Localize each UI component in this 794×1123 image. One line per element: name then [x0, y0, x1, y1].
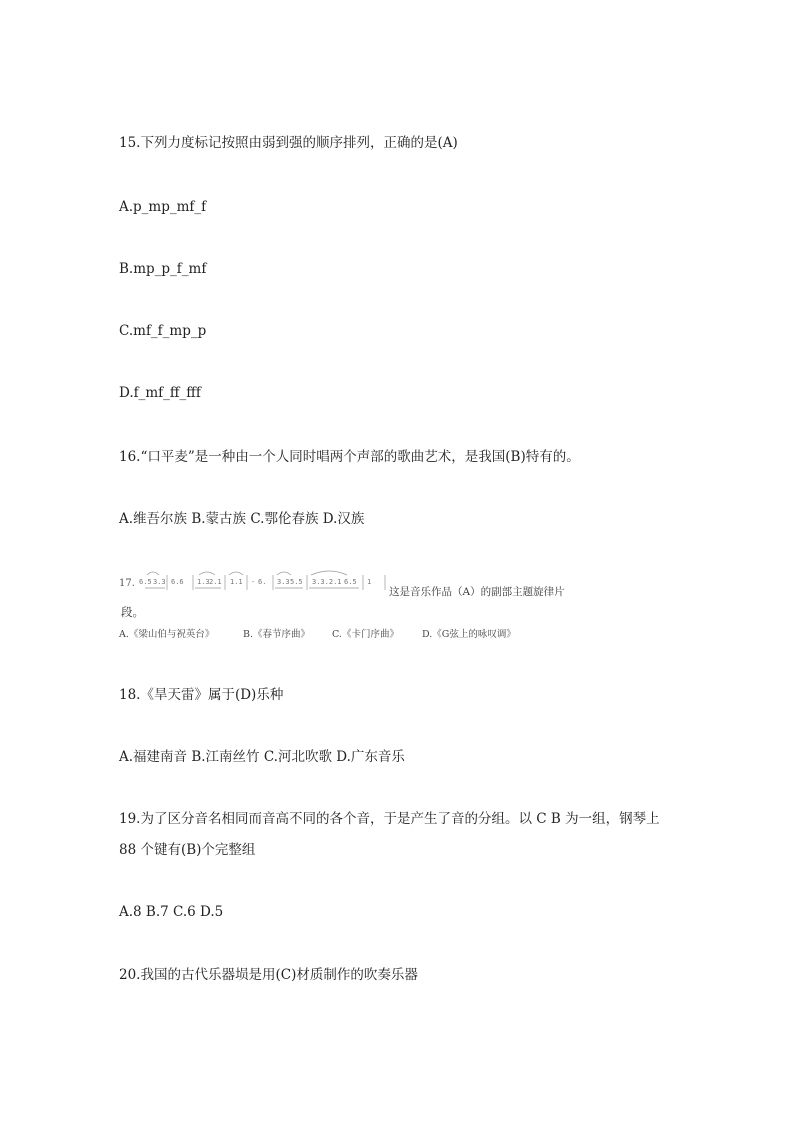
svg-text:1.1: 1.1 — [230, 578, 243, 586]
question-15-option-c: C.mf_f_mp_p — [119, 323, 207, 339]
question-19-options: A.8 B.7 C.6 D.5 — [119, 904, 224, 920]
question-19-stem-line-1: 19.为了区分音名相同而音高不同的各个音，于是产生了音的分组。以 C B 为一组，钢琴上 — [119, 811, 660, 827]
svg-text:3.3: 3.3 — [277, 578, 290, 586]
question-19-stem-line-2: 88 个键有(B)个完整组 — [119, 842, 256, 858]
svg-text:6.5: 6.5 — [139, 578, 152, 586]
question-16-stem: 16.“口平麦”是一种由一个人同时唱两个声部的歌曲艺术，是我国(B)特有的。 — [119, 449, 580, 465]
melody-notation-icon — [137, 566, 387, 598]
question-15-option-a: A.p_mp_mf_f — [119, 199, 207, 215]
question-17-option-d: D.《G弦上的咏叹调》 — [422, 629, 516, 640]
question-18-stem: 18.《旱天雷》属于(D)乐种 — [119, 687, 284, 703]
svg-text:6.: 6. — [258, 578, 267, 586]
question-15-option-d: D.f_mf_ff_fff — [119, 385, 201, 401]
question-17-stem-end: 段。 — [121, 605, 144, 619]
question-17-option-a: A.《梁山伯与祝英台》 — [119, 629, 215, 640]
question-17-number: 17. — [119, 578, 135, 589]
question-15-option-b: B.mp_p_f_mf — [119, 261, 207, 277]
question-17-image — [119, 566, 589, 642]
svg-text:2.1: 2.1 — [209, 578, 222, 586]
svg-text:1: 1 — [367, 578, 372, 586]
svg-text:6.5: 6.5 — [344, 578, 357, 586]
question-17-option-c: C.《卡门序曲》 — [332, 629, 399, 640]
svg-text:1.3: 1.3 — [197, 578, 210, 586]
question-17-stem: 这是音乐作品（A）的副部主题旋律片 — [389, 586, 565, 598]
question-15-stem: 15.下列力度标记按照由弱到强的顺序排列，正确的是(A) — [119, 135, 458, 151]
svg-text:6.6: 6.6 — [171, 578, 184, 586]
question-17-option-b: B.《春节序曲》 — [243, 629, 311, 640]
svg-text:3.3: 3.3 — [153, 578, 166, 586]
question-16-options: A.维吾尔族 B.蒙古族 C.鄂伦春族 D.汉族 — [119, 511, 365, 527]
svg-text:5.5: 5.5 — [290, 578, 303, 586]
svg-text:3.3.2.1: 3.3.2.1 — [312, 578, 342, 586]
question-20-stem: 20.我国的古代乐器埙是用(C)材质制作的吹奏乐器 — [119, 967, 418, 983]
svg-text:-: - — [251, 578, 256, 586]
question-18-options: A.福建南音 B.江南丝竹 C.河北吹歌 D.广东音乐 — [119, 749, 405, 765]
